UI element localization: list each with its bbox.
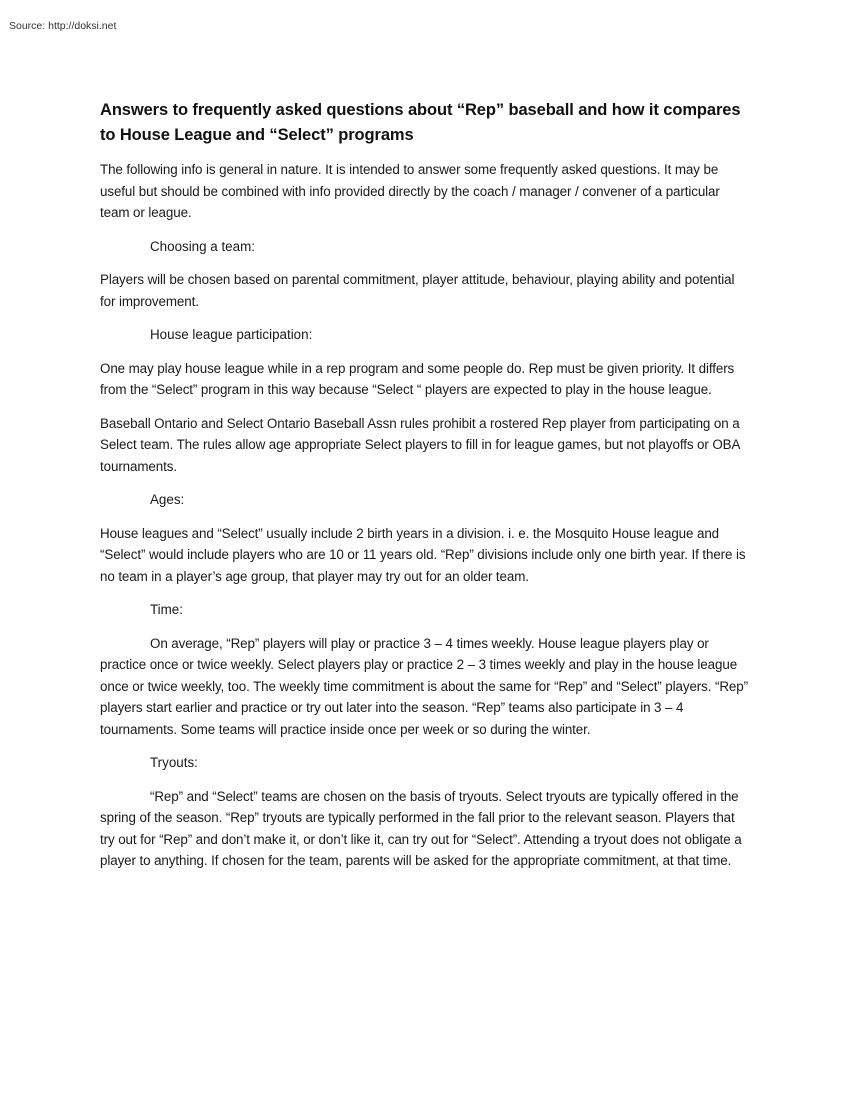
tryouts-paragraph: “Rep” and “Select” teams are chosen on the basis of tryouts. Select tryouts are typically offered in the spring of the season. “Rep” tryouts are typically performed in the fall prior to the relevant season. Players that try out for “Rep” and don’t make it, or don’t like it, can try out for “Select”. Attending a tryout does not obligate a player to anything. If chosen for the team, parents will be asked for the appropriate commitment, at that time. [100, 788, 742, 868]
source-label: Source: http://doksi.net [9, 20, 117, 32]
section-heading-house-league: House league participation: [150, 327, 313, 342]
section-heading-time: Time: [150, 602, 183, 617]
document-title: Answers to frequently asked questions about “Rep” baseball and how it compares to House League and “Select” programs [100, 101, 741, 144]
section-heading-ages: Ages: [150, 492, 185, 507]
house-league-paragraph-1: One may play house league while in a rep program and some people do. Rep must be given priority. It differs from the “Select” program in this way because “Select “ players are expected to play in the house league. [100, 360, 735, 397]
choosing-team-paragraph: Players will be chosen based on parental commitment, player attitude, behaviour, playing ability and potential for improvement. [100, 272, 735, 309]
house-league-paragraph-2: Baseball Ontario and Select Ontario Baseball Assn rules prohibit a rostered Rep player from participating on a Select team. The rules allow age appropriate Select players to fill in for league games, but not playoffs or OBA tournaments. [100, 415, 740, 474]
ages-paragraph: House leagues and “Select” usually include 2 birth years in a division. i. e. the Mosquito House league and “Select” would include players who are 10 or 11 years old. “Rep” divisions include only one birth year. If there is no team in a player’s age group, that player may try out for an older team. [100, 525, 746, 584]
document-body [100, 98, 752, 884]
section-heading-choosing-team: Choosing a team: [150, 238, 255, 254]
intro-paragraph: The following info is general in nature. It is intended to answer some frequently asked questions. It may be useful but should be combined with info provided directly by the coach / manager / convener of a particular team or league. [100, 162, 720, 220]
section-heading-tryouts: Tryouts: [150, 755, 198, 770]
time-paragraph: On average, “Rep” players will play or practice 3 – 4 times weekly. House league players play or practice once or twice weekly. Select players play or practice 2 – 3 times weekly and play in the house league once or twice weekly, too. The weekly time commitment is about the same for “Rep” and “Select” players. “Rep” players start earlier and practice or try out later into the season. “Rep” teams also participate in 3 – 4 tournaments. Some teams will practice inside once per week or so during the winter. [100, 635, 748, 737]
